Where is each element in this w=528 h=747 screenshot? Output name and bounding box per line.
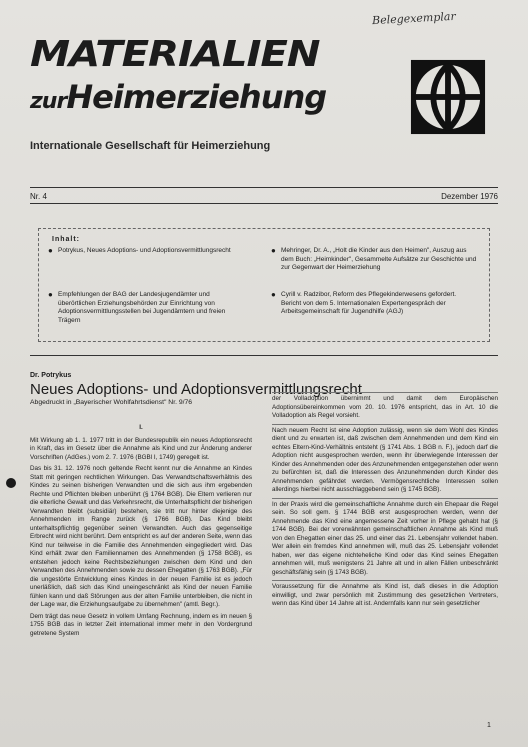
section-number: I. [139, 424, 143, 431]
paragraph: Das bis 31. 12. 1976 noch geltende Recht kennt nur die Annahme an Kindes Statt mit geringen rechtlichen Wirkungen. Das Verwandtschaftsverhältnis des Kindes zu seinen bisherigen Verwandten und die sich aus ihm ergebenden Rechte und Pflichten bleiben unberührt (§ 1764 BGB). Die Eltern verlieren nur die elterliche Gewalt und das Verkehrsrecht, die Unterhaltspflicht der bisherigen Verwandten bleibt (subsidiär) bestehen, sie tritt nur hinter diejenige des Annehmenden im Range zurück (§ 1766 BGB). Das Kind bleibt unterhaltspflichtig gegenüber seinen Verwandten. Auch das gegenseitige Erbrecht wird nicht berührt. Dem entspricht es auf der anderen Seite, wenn das Kind nur teilweise in die Familie des Annehmenden eingegliedert wird. Das Kind erhält zwar den Familiennamen des Annehmenden (§ 1758 BGB), es entstehen jedoch keine Rechtsbeziehungen zwischen dem Kind und den Verwandten des Annehmenden sowie zu dessen Ehegatten (§ 1763 BGB). „Für die ungestörte Entwicklung eines Kindes in der neuen Familie ist es jedoch unerläßlich, daß sich das Kind uneingeschränkt als Kind der neuen Familie fühlen kann und daß Störungen aus der alten Familie unterbleiben, die nicht in der Lage war, die Erziehungsaufgabe zu übernehmen" (amtl. Begr.). [30, 465, 252, 608]
page-number: 1 [487, 722, 491, 729]
divider [30, 355, 498, 356]
article-column-right [272, 392, 498, 612]
article-column-left [30, 424, 252, 641]
paragraph: Mit Wirkung ab 1. 1. 1977 tritt in der Bundesrepublik ein neues Adoptionsrecht in Kraft, das im Gesetz über die Annahme als Kind und zur Änderung anderer Vorschriften (AdGes.) vom 2. 7. 1976 (BGBl I, 1749) geregelt ist. [30, 436, 252, 461]
contents-item: ● Mehringer, Dr. A., „Holt die Kinder aus den Heimen", Auszug aus dem Buch: „Heimkinder", Gesammelte Aufsätze zur Geschichte und zur Gegenwart der Heimerziehung [271, 246, 477, 272]
binder-hole-icon [6, 478, 16, 488]
masthead-zur: zur [30, 89, 67, 114]
paragraph: Dem trägt das neue Gesetz in vollem Umfang Rechnung, indem es im neuen § 1755 BGB das in letzter Zeit international immer mehr in den Vordergrund getretene System [30, 612, 252, 637]
issue-number: Nr. 4 [30, 192, 47, 201]
contents-item: ● Empfehlungen der BAG der Landesjugendämter und überörtlichen Erziehungsbehörden zur Einrichtung von Adoptionsvermittlungsstellen bei Jugendämtern und freien Trägern [48, 290, 226, 324]
issue-date: Dezember 1976 [441, 192, 498, 201]
divider [30, 187, 498, 188]
paragraph: In der Praxis wird die gemeinschaftliche Annahme durch ein Ehepaar die Regel sein. So soll gem. § 1744 BGB erst ausgesprochen werden, wenn der Annehmende das Kind eine angemessene Zeit vorher in Pflege gehabt hat (§ 1744 BGB). Bei der vorerwähnten gemeinschaftlichen Annahme als Kind muß von den Ehegatten einer das 25. und einer das 21. Lebensjahr vollendet haben. Wer allein ein fremdes Kind annehmen will, muß das 25. Lebensjahr vollendet haben, wer das eigene nichteheliche Kind oder das Kind seines Ehegatten annehmen will, muß wenigstens 21 Jahre alt und in allen Fällen unbeschränkt geschäftsfähig sein (§ 1743 BGB). [272, 498, 498, 578]
organization-subtitle: Internationale Gesellschaft für Heimerziehung [30, 140, 271, 152]
bullet-icon: ● [48, 290, 53, 299]
globe-logo-icon [409, 58, 487, 136]
masthead-title: MATERIALIEN [30, 34, 320, 75]
handwritten-note: Belegexemplar [371, 9, 456, 28]
masthead-subtitle [30, 78, 326, 116]
contents-label: Inhalt: [52, 236, 80, 243]
article-author: Dr. Potrykus [30, 372, 72, 379]
divider [30, 203, 498, 204]
masthead-heimerziehung: Heimerziehung [66, 78, 327, 116]
paragraph: Voraussetzung für die Annahme als Kind ist, daß dieses in die Adoption einwilligt, und zwar persönlich mit Zustimmung des gesetzlichen Vertreters, wenn das Kind über 14 Jahre alt ist. Andernfalls kann nur sein gesetzlicher [272, 580, 498, 609]
article-title: Neues Adoptions- und Adoptionsvermittlungsrecht [30, 381, 362, 398]
paragraph: der Volladoption übernimmt und damit dem Europäischen Adoptionsübereinkommen vom 20. 10. 1976 entspricht, das in Art. 10 die Volladoption als Regel vorsieht. [272, 392, 498, 421]
contents-item: ● Cyrill v. Radzibor, Reform des Pflegekinderwesens gefordert. Bericht von dem 5. Internationalen Expertengespräch der Arbeitsgemeinschaft für Jugendhilfe (AGJ) [271, 290, 457, 316]
paragraph: Nach neuem Recht ist eine Adoption zulässig, wenn sie dem Wohl des Kindes dient und zu erwarten ist, daß zwischen dem Annehmenden und dem Kind ein echtes Eltern-Kind-Verhältnis entsteht (§ 1741 Abs. 1 BGB n. F.), jedoch darf die Adoption nicht ausgesprochen werden, wenn ihr überwiegende Interessen der Kinder des Annehmenden oder des Anzunehmenden entgegenstehen oder wenn zu befürchten ist, daß die Interessen des Anzunehmenden durch Kinder des Annehmenden gefährdet werden. Vermögensrechtliche Interessen sollen allerdings hierbei nicht ausschlaggebend sein (§ 1745 BGB). [272, 424, 498, 495]
contents-item: ● Potrykus, Neues Adoptions- und Adoptionsvermittlungsrecht [48, 246, 231, 255]
bullet-icon: ● [48, 246, 53, 255]
bullet-icon: ● [271, 290, 276, 299]
bullet-icon: ● [271, 246, 276, 255]
article-reprint-note: Abgedruckt in „Bayerischer Wohlfahrtsdienst" Nr. 9/76 [30, 399, 193, 406]
